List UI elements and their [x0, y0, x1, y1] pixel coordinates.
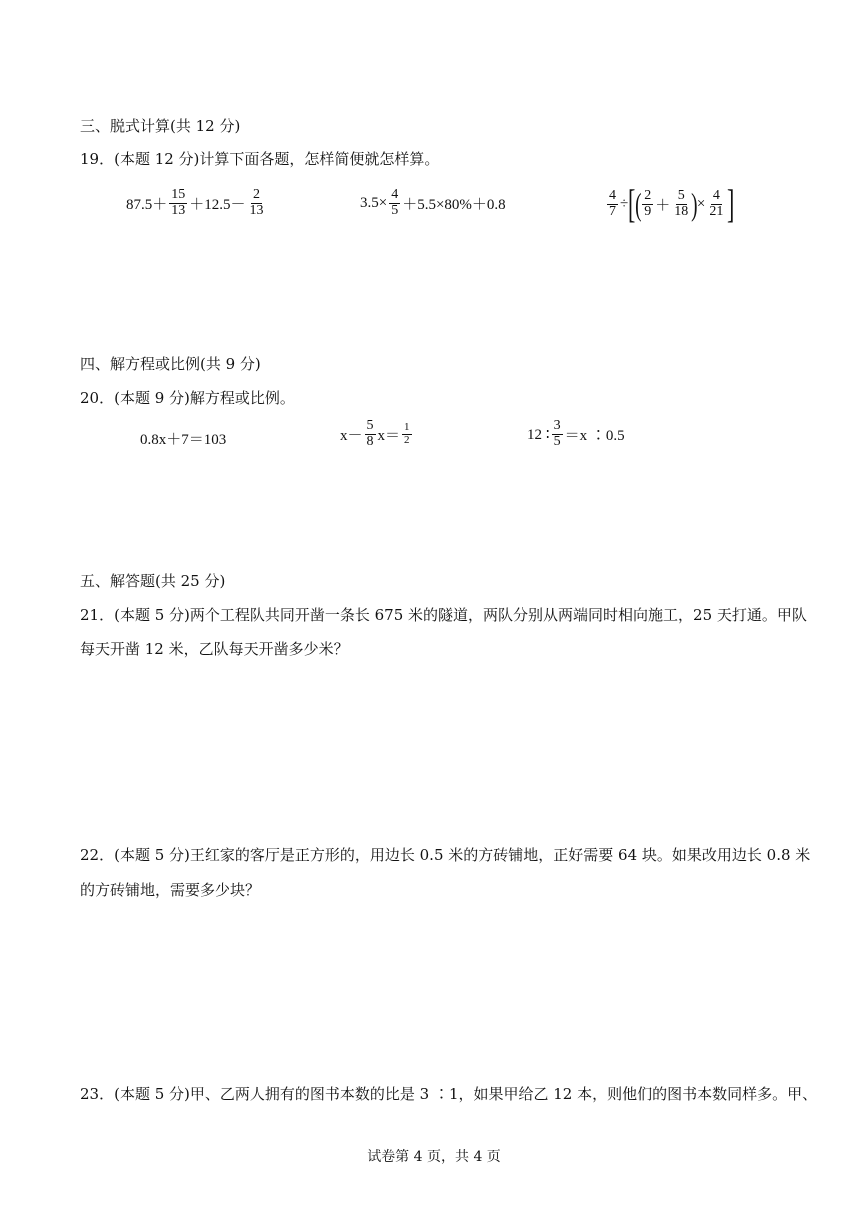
fraction: $\frac{5}{8}$: [366, 418, 374, 449]
fraction: $\frac{2}{13}$: [249, 187, 264, 218]
expr-text: ÷: [620, 195, 629, 212]
fraction: $\frac{1}{2}$: [404, 421, 410, 446]
expr-text: x＝: [377, 427, 401, 444]
q21-line-1: 21．(本题 5 分)两个工程队共同开凿一条长 675 米的隧道，两队分别从两端同时相向施工，25 天打通。甲队: [80, 606, 807, 624]
fraction: $\frac{4}{7}$: [609, 187, 616, 219]
expr-text: ＋5.5×80%＋0.8: [402, 196, 506, 213]
q22-line-2: 的方砖铺地，需要多少块？: [80, 881, 261, 899]
expr-text: x－: [340, 427, 363, 444]
right-paren: ): [691, 186, 698, 222]
fraction: $\frac{4}{5}$: [391, 187, 399, 218]
q20-eq-2: [340, 419, 414, 449]
section-3-title: 三、脱式计算(共 12 分): [80, 117, 241, 135]
fraction: $\frac{4}{21}$: [709, 187, 724, 219]
expr-text: ＋12.5－: [189, 196, 246, 213]
page-footer: 试卷第 4 页，共 4 页: [367, 1149, 501, 1165]
q19-expr-1: [126, 188, 268, 218]
fraction: $\frac{3}{5}$: [553, 418, 561, 449]
section-4-title: 四、解方程或比例(共 9 分): [80, 355, 261, 373]
q20-stem: 20．(本题 9 分)解方程或比例。: [80, 389, 295, 407]
fraction: $\frac{2}{9}$: [644, 187, 652, 219]
q20-eq-3: [527, 419, 625, 449]
expr-text: 12 ∶: [527, 426, 550, 443]
left-bracket: [: [628, 181, 636, 226]
q19-expr-2: [360, 188, 506, 218]
expr-text: ＝x ∶0.5: [564, 427, 625, 444]
fraction: $\frac{5}{18}$: [674, 187, 689, 219]
q19-expr-3: [605, 181, 735, 226]
q20-eq-1: 0.8x＋7＝103: [140, 432, 227, 448]
expr-text: ＋: [655, 197, 671, 214]
left-paren: (: [634, 186, 642, 222]
q22-line-1: 22．(本题 5 分)王红家的客厅是正方形的，用边长 0.5 米的方砖铺地，正好需要 64 块。如果改用边长 0.8 米: [80, 846, 811, 864]
q19-stem: 19．(本题 12 分)计算下面各题，怎样简便就怎样算。: [80, 150, 440, 168]
fraction: $\frac{15}{13}$: [171, 187, 186, 218]
expr-text: 3.5×: [360, 194, 388, 211]
q23-line-1: 23．(本题 5 分)甲、乙两人拥有的图书本数的比是 3 ∶1，如果甲给乙 12 本，则他们的图书本数同样多。甲、: [80, 1085, 818, 1103]
q21-line-2: 每天开凿 12 米，乙队每天开凿多少米？: [80, 640, 349, 658]
section-5-title: 五、解答题(共 25 分): [80, 572, 226, 590]
right-bracket: ]: [727, 181, 735, 226]
expr-text: ×: [696, 195, 706, 212]
expr-text: 87.5＋: [126, 196, 168, 213]
